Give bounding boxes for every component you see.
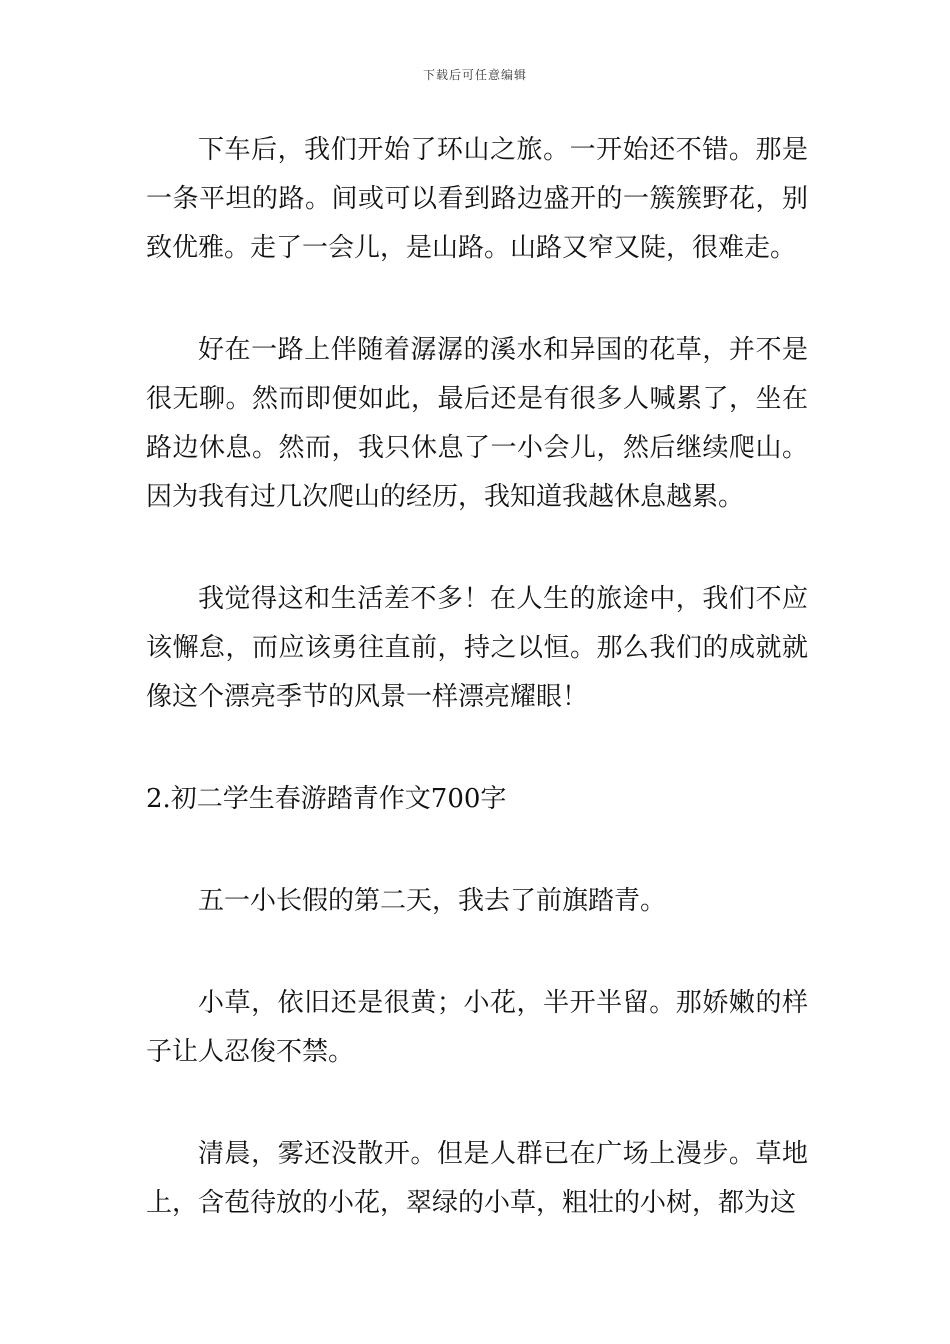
paragraph-6: 清晨，雾还没散开。但是人群已在广场上漫步。草地上，含苞待放的小花，翠绿的小草，粗壮的小树，都为这: [146, 1139, 808, 1218]
paragraph-gap: [146, 522, 808, 575]
paragraph-gap: [146, 722, 808, 775]
page-header: 下载后可任意编辑: [422, 68, 527, 82]
section-heading: 2.初二学生春游踏青作文700字: [146, 784, 507, 814]
paragraph-5: 小草，依旧还是很黄；小花，半开半留。那娇嫩的样子让人忍俊不禁。: [146, 988, 808, 1067]
paragraph-gap: [146, 926, 808, 979]
paragraph-1: 下车后，我们开始了环山之旅。一开始还不错。那是一条平坦的路。间或可以看到路边盛开的一簇簇野花，别致优雅。走了一会儿，是山路。山路又窄又陡，很难走。: [146, 135, 808, 263]
paragraph-gap: [146, 824, 808, 877]
document-body: [146, 126, 808, 1228]
paragraph-4: 五一小长假的第二天，我去了前旗踏青。: [198, 886, 667, 916]
paragraph-gap: [146, 1077, 808, 1130]
paragraph-gap: [146, 273, 808, 326]
paragraph-3: 我觉得这和生活差不多！在人生的旅途中，我们不应该懈怠，而应该勇往直前，持之以恒。那么我们的成就就像这个漂亮季节的风景一样漂亮耀眼！: [146, 584, 808, 712]
paragraph-2: 好在一路上伴随着潺潺的溪水和异国的花草，并不是很无聊。然而即便如此，最后还是有很多人喊累了，坐在路边休息。然而，我只休息了一小会儿，然后继续爬山。因为我有过几次爬山的经历，我知道我越休息越累。: [146, 335, 808, 512]
